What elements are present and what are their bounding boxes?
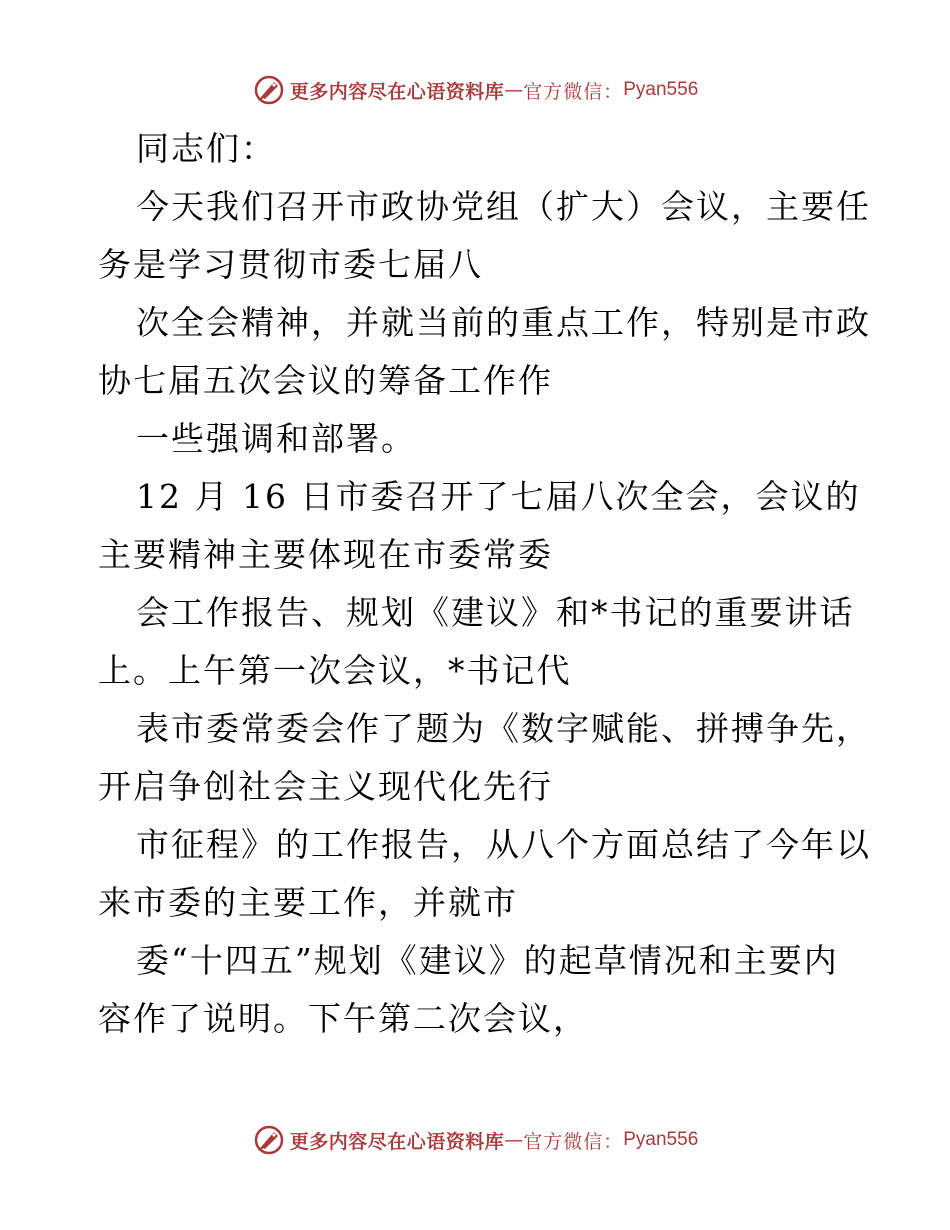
footer-banner [0,1120,950,1160]
text-line: 来市委的主要工作，并就市 [98,883,518,922]
text-line: 次全会精神，并就当前的重点工作，特别是市政 [136,303,871,342]
text-line: 协七届五次会议的筹备工作作 [98,361,553,400]
text-line: 开启争创社会主义现代化先行 [98,767,553,806]
salutation-line: 同志们： [136,129,276,168]
banner-separator: — [504,1129,524,1151]
text-line: 主要精神主要体现在市委常委 [98,535,553,574]
text-line: 务是学习贯彻市委七届八 [98,245,483,284]
text-line: 容作了说明。下午第二次会议， [98,999,588,1038]
pen-nib-logo-icon [252,73,286,107]
banner-wechat-id: Pyan556 [623,79,699,100]
banner-brand-text: 更多内容尽在心语资料库 [289,80,505,103]
text-line: 今天我们召开市政协党组（扩大）会议，主要任 [136,187,871,226]
banner-contact-label: 官方微信： [523,1130,624,1153]
banner-separator: — [504,79,524,101]
banner-wechat-id: Pyan556 [623,1129,699,1150]
banner-contact-label: 官方微信： [523,80,624,103]
text-line: 市征程》的工作报告，从八个方面总结了今年以 [136,825,871,864]
text-line: 会工作报告、规划《建议》和*书记的重要讲话 [136,593,855,632]
document-body [98,120,871,1048]
banner-brand-text: 更多内容尽在心语资料库 [289,1130,505,1153]
text-line: 12 月 16 日市委召开了七届八次全会，会议的 [136,477,861,516]
text-line: 上。上午第一次会议，*书记代 [98,651,572,690]
header-banner [0,70,950,110]
pen-nib-logo-icon [252,1123,286,1157]
text-line: 表市委常委会作了题为《数字赋能、拼搏争先， [136,709,871,748]
text-line: 一些强调和部署。 [136,419,416,458]
text-line: 委“十四五”规划《建议》的起草情况和主要内 [136,941,839,980]
